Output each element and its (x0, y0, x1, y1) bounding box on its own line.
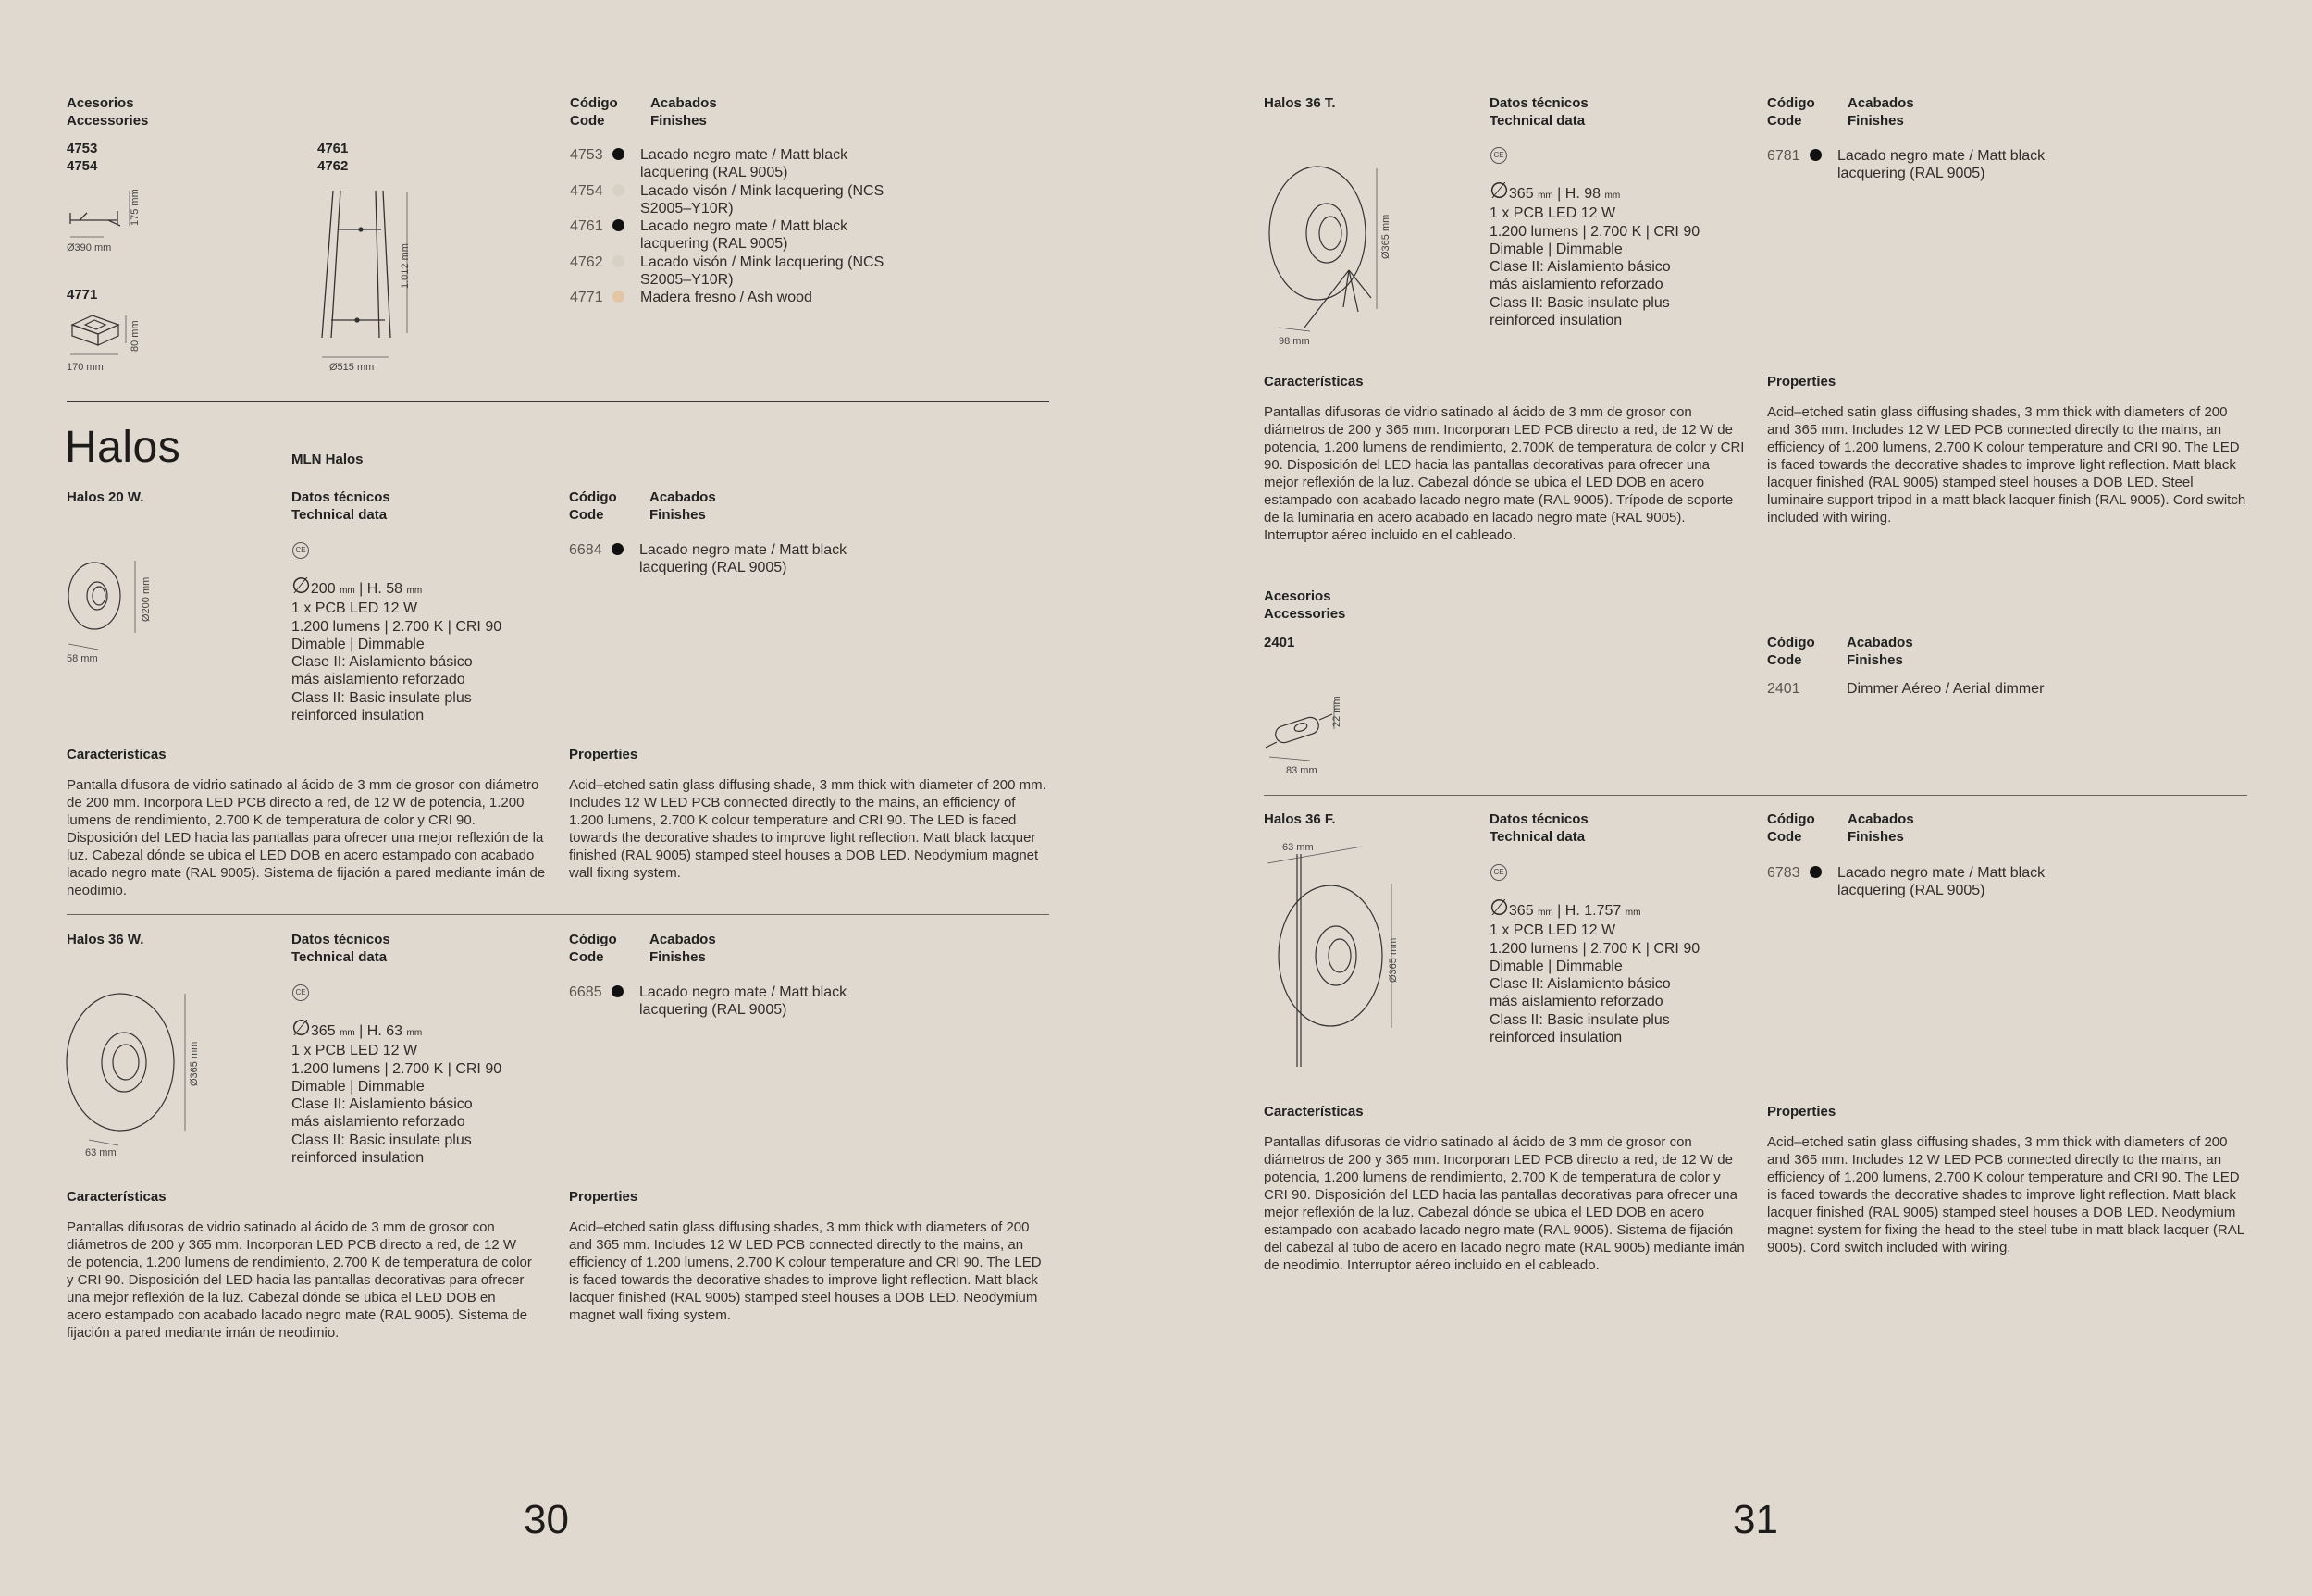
accessory-finish-row (570, 182, 890, 217)
properties-text: Acid–etched satin glass diffusing shade, 3 mm thick with diameter of 200 mm. Includes 12 W LED PCB connected directly to the mains, an efficiency of 1.200 lumens, 2.700 K colour temperature and CRI 90. The LED is faced towards the decorative shades to improve light reflection. Matt black lacquer finished (RAL 9005) stamped steel houses a DOB LED. Neodymium magnet wall fixing system. (569, 777, 1046, 881)
finish-header: Acabados Finishes (1848, 95, 1914, 129)
properties-text: Acid–etched satin glass diffusing shades, 3 mm thick with diameters of 200 and 365 mm. Includes 12 W LED PCB connected directly to the mains, an efficiency of 1.200 lumens, 2.700 K colour temperature and CRI 90. The LED is faced towards the decorative shades to improve light reflection. Matt black lacquer finished (RAL 9005) stamped steel houses a DOB LED. Steel luminaire support tripod in a matt black lacquer finish (RAL 9005). Cord switch included with wiring. (1767, 404, 2246, 526)
finish-row (1767, 680, 2096, 698)
characteristics-label: Características (1264, 1104, 1364, 1120)
drawing-height: Ø365 mm (189, 1041, 200, 1086)
tech-data: ∅365 mm | H. 63 mm 1 x PCB LED 12 W 1.200 lumens | 2.700 K | CRI 90 Dimable | Dimmable Clase II: Aislamiento básico más aislamiento reforzado Class II: Basic insulate plus reinforced insulation (291, 1016, 502, 1167)
finish-code: 6781 (1767, 148, 1800, 164)
code-header: Código Code (1767, 635, 1815, 668)
finish-name: Lacado negro mate / Matt black lacquering (RAL 9005) (1837, 148, 2046, 181)
finish-swatch (1810, 149, 1822, 161)
finish-code: 4771 (570, 290, 603, 305)
drawing-width: 98 mm (1279, 336, 1310, 347)
product-name: Halos 20 W. (67, 489, 144, 505)
finish-code: 4762 (570, 254, 603, 270)
code-header: Código Code (569, 932, 617, 965)
finish-code: 6783 (1767, 865, 1800, 881)
characteristics-label: Características (67, 1189, 167, 1205)
dimmer-width: 83 mm (1286, 765, 1317, 776)
acc-finish-header: Acabados Finishes (650, 95, 717, 129)
properties-text: Acid–etched satin glass diffusing shades, 3 mm thick with diameters of 200 and 365 mm. Includes 12 W LED PCB connected directly to the mains, an efficiency of 1.200 lumens, 2.700 K colour temperature and CRI 90. The LED is faced towards the decorative shades to improve light reflection. Matt black lacquer finished (RAL 9005) stamped steel houses a DOB LED. Neodymium magnet system for fixing the head to the steel tube in matt black lacquer (RAL 9005). Cord switch included with wiring. (1767, 1134, 2244, 1256)
drawing-width: 58 mm (67, 653, 98, 664)
finish-header: Acabados Finishes (649, 932, 716, 965)
accessory-b-height: 1.012 mm (400, 243, 411, 289)
finish-name: Lacado negro mate / Matt black lacquering (RAL 9005) (640, 218, 848, 252)
drawing-width: 63 mm (85, 1147, 117, 1158)
characteristics-text: Pantallas difusoras de vidrio satinado al ácido de 3 mm de grosor con diámetros de 200 y 365 mm. Incorporan LED PCB directo a red, de 12 W de potencia, 1.200 lumens de rendimiento, 2.700 K de temperatura de color y CRI 90. Disposición del LED hacia las pantallas decorativas para ofrecer una mejor reflexión de la luz. Cabezal dónde se ubica el LED DOB en acero estampado con acabado lacado negro mate (RAL 9005). Sistema de fijación del cabezal al tubo de acero en lacado negro mate (RAL 9005) mediante imán de neodimio. Interruptor aéreo incluido en el cableado. (1264, 1134, 1745, 1273)
acc-code-header: Código Code (570, 95, 618, 129)
tech-data: ∅200 mm | H. 58 mm 1 x PCB LED 12 W 1.200 lumens | 2.700 K | CRI 90 Dimable | Dimmable Clase II: Aislamiento básico más aislamiento reforzado Class II: Basic insulate plus reinforced insulation (291, 574, 502, 724)
tech-header: Datos técnicos Technical data (291, 932, 390, 965)
tech-data: ∅365 mm | H. 1.757 mm 1 x PCB LED 12 W 1.200 lumens | 2.700 K | CRI 90 Dimable | Dimmable Clase II: Aislamiento básico más aislamiento reforzado Class II: Basic insulate plus reinforced insulation (1490, 896, 1700, 1046)
finish-swatch (612, 148, 624, 160)
accessory-codes-b: 4761 4762 (317, 141, 349, 174)
finish-row (569, 984, 889, 1019)
divider (67, 914, 1049, 915)
finish-swatch (612, 219, 624, 231)
properties-label: Properties (1767, 374, 1836, 390)
code-header: Código Code (569, 489, 617, 523)
finish-swatch (612, 184, 624, 196)
finish-name: Lacado visón / Mink lacquering (NCS S2005–Y10R) (640, 182, 884, 217)
finish-name: Lacado negro mate / Matt black lacquering (RAL 9005) (640, 147, 848, 180)
collection-name: MLN Halos (291, 452, 364, 467)
properties-label: Properties (569, 747, 638, 762)
finish-name: Lacado negro mate / Matt black lacquering (RAL 9005) (639, 542, 847, 575)
finish-swatch (612, 291, 624, 303)
tech-header: Datos técnicos Technical data (1490, 811, 1589, 845)
finish-code: 4761 (570, 218, 603, 234)
page-number: 30 (524, 1497, 569, 1542)
ce-mark-icon: CE (1490, 864, 1507, 881)
tech-header: Datos técnicos Technical data (1490, 95, 1589, 129)
finish-swatch (612, 543, 624, 555)
drawing-height: Ø365 mm (1380, 214, 1391, 259)
accessory-finish-row (570, 254, 890, 289)
finish-row (1767, 864, 2087, 899)
divider (1264, 795, 2247, 796)
accessory-c-width: 170 mm (67, 362, 104, 373)
drawing-width: 63 mm (1282, 842, 1314, 853)
accessory-codes-a: 4753 4754 (67, 141, 98, 174)
product-name: Halos 36 W. (67, 932, 144, 947)
tech-data: ∅365 mm | H. 98 mm 1 x PCB LED 12 W 1.200 lumens | 2.700 K | CRI 90 Dimable | Dimmable Clase II: Aislamiento básico más aislamiento reforzado Class II: Basic insulate plus reinforced insulation (1490, 179, 1700, 329)
finish-name: Dimmer Aéreo / Aerial dimmer (1847, 681, 2045, 697)
tech-header: Datos técnicos Technical data (291, 489, 390, 523)
halos-36w-drawing (65, 990, 204, 1147)
page-number: 31 (1733, 1497, 1778, 1542)
finish-code: 6685 (569, 984, 602, 1000)
accessory-finish-row (570, 217, 890, 253)
product-name: Halos 36 T. (1264, 95, 1336, 111)
accessories-label: Acesorios Accessories (1264, 588, 1346, 622)
ce-mark-icon: CE (1490, 147, 1507, 164)
accessory-a-width: Ø390 mm (67, 242, 112, 254)
finish-row (569, 541, 889, 576)
accessory-b-width: Ø515 mm (329, 362, 375, 373)
accessory-finish-row (570, 146, 890, 181)
characteristics-label: Características (67, 747, 167, 762)
dimmer-height: 22 mm (1331, 696, 1342, 727)
characteristics-label: Características (1264, 374, 1364, 390)
properties-label: Properties (569, 1189, 638, 1205)
ce-mark-icon: CE (292, 984, 309, 1001)
code-header: Código Code (1767, 95, 1815, 129)
accessory-code-c: 4771 (67, 287, 98, 303)
finish-swatch (1810, 866, 1822, 878)
accessory-finish-row (570, 289, 890, 306)
accessory-a-height: 175 mm (130, 189, 141, 226)
accessory-code: 2401 (1264, 635, 1295, 650)
properties-text: Acid–etched satin glass diffusing shades, 3 mm thick with diameters of 200 and 365 mm. Includes 12 W LED PCB connected directly to the mains, an efficiency of 1.200 lumens, 2.700 K colour temperature and CRI 90. The LED is faced towards the decorative shades to improve light reflection. Matt black lacquer finished (RAL 9005) stamped steel houses a DOB LED. Neodymium magnet wall fixing system. (569, 1219, 1042, 1323)
product-name: Halos 36 F. (1264, 811, 1336, 827)
finish-header: Acabados Finishes (649, 489, 716, 523)
characteristics-text: Pantalla difusora de vidrio satinado al ácido de 3 mm de grosor con diámetro de 200 mm. Incorpora LED PCB directo a red, de 12 W de potencia, 1.200 lumens de rendimiento, 2.700 K de temperatura de color y CRI 90. Disposición del LED hacia las pantallas para ofrecer una mejor reflexión de la luz. Cabezal dónde se ubica el LED DOB en acero estampado con acabado lacado negro mate (RAL 9005). Sistema de fijación a pared mediante imán de neodimio. (67, 777, 546, 898)
section-title: Halos (65, 423, 181, 472)
finish-header: Acabados Finishes (1848, 811, 1914, 845)
finish-name: Madera fresno / Ash wood (640, 290, 812, 305)
finish-name: Lacado visón / Mink lacquering (NCS S2005–Y10R) (640, 254, 884, 288)
finish-code: 2401 (1767, 681, 1800, 697)
ce-mark-icon: CE (292, 542, 309, 559)
finish-name: Lacado negro mate / Matt black lacquering (RAL 9005) (639, 984, 847, 1018)
finish-code: 4754 (570, 182, 603, 199)
finish-row (1767, 147, 2087, 182)
accessory-c-height: 80 mm (130, 320, 141, 352)
finish-name: Lacado negro mate / Matt black lacquering (RAL 9005) (1837, 865, 2046, 898)
code-header: Código Code (1767, 811, 1815, 845)
finish-header: Acabados Finishes (1847, 635, 1913, 668)
divider (67, 401, 1049, 402)
drawing-height: Ø365 mm (1388, 937, 1399, 983)
accessories-label: Acesorios Accessories (67, 95, 149, 129)
finish-swatch (612, 255, 624, 267)
properties-label: Properties (1767, 1104, 1836, 1120)
finish-swatch (612, 985, 624, 997)
finish-code: 4753 (570, 147, 603, 163)
characteristics-text: Pantallas difusoras de vidrio satinado al ácido de 3 mm de grosor con diámetros de 200 y 365 mm. Incorporan LED PCB directo a red, de 12 W de potencia, 1.200 lumens de rendimiento, 2.700K de temperatura de color y CRI 90. Disposición del LED hacia las pantallas decorativas para ofrecer una mejor reflexión de la luz. Cabezal dónde se ubica el LED DOB en acero estampado con acabado lacado negro mate (RAL 9005). Trípode de soporte de la luminaria en acero acabado en lacado negro mate (RAL 9005). Interruptor aéreo incluido en el cableado. (1264, 404, 1745, 543)
drawing-height: Ø200 mm (141, 576, 152, 622)
characteristics-text: Pantallas difusoras de vidrio satinado al ácido de 3 mm de grosor con diámetros de 200 y 365 mm. Incorporan LED PCB directo a red, de 12 W de potencia, 1.200 lumens de rendimiento, 2.700 K de temperatura de color y CRI 90. Disposición del LED hacia las pantallas decorativas para ofrecer una mejor reflexión de la luz. Cabezal dónde se ubica el LED DOB en acero estampado con acabado lacado negro mate (RAL 9005). Sistema de fijación a pared mediante imán de neodimio. (67, 1219, 532, 1341)
finish-code: 6684 (569, 542, 602, 558)
